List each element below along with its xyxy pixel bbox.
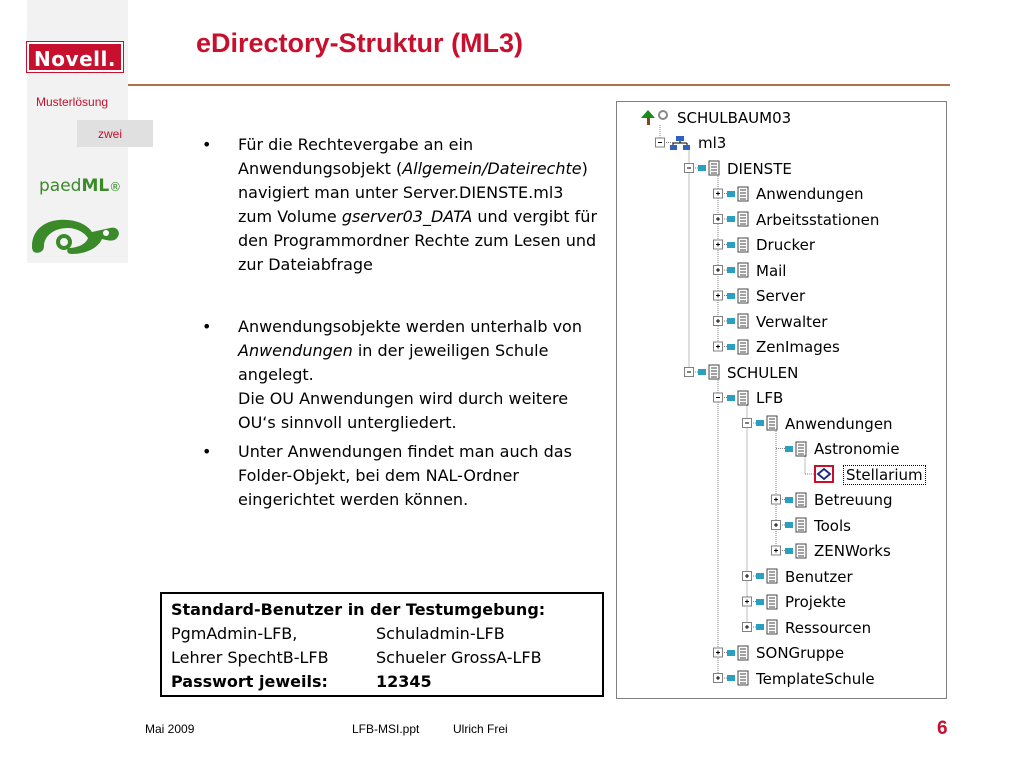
collapse-minus-icon[interactable] [714,393,723,402]
slide-title: eDirectory-Struktur (ML3) [196,28,524,58]
footer-date: Mai 2009 [145,722,195,736]
paedml-suffix: ML [81,176,110,196]
bullet-dot-icon: • [202,317,212,336]
tree-node-label: ZenImages [756,338,840,356]
tree-node[interactable] [726,312,827,331]
collapse-minus-icon[interactable] [685,164,694,173]
expand-plus-icon[interactable] [772,495,781,504]
expand-plus-icon[interactable] [714,240,723,249]
password-row: Passwort jeweils: 12345 [171,672,432,691]
bullet-item: • Für die Rechtevergabe an ein Anwendungsobjekt (Allgemein/Dateirechte) navigiert man unter Server.DIENSTE.ml3 zum Volume gserver03_DATA und vergibt für den Programmordner Rechte zum Lesen und zur Dateiabfrage [202,135,598,274]
expand-plus-icon[interactable] [714,648,723,657]
title-divider [128,84,950,86]
tree-node[interactable] [755,593,846,612]
tree-node[interactable] [784,440,900,459]
tree-node[interactable] [755,618,871,637]
expand-plus-icon[interactable] [743,597,752,606]
tree-node[interactable] [784,491,893,510]
edirectory-tree-view[interactable] [616,101,947,699]
tree-node-label: DIENSTE [727,159,792,178]
tree-node[interactable] [726,210,879,229]
bullet-dot-icon: • [202,135,212,154]
bullet-list [198,133,598,512]
tree-node-label: Projekte [785,593,846,611]
tree-node-label: Stellarium [843,465,926,485]
tree-node-label: Drucker [756,236,816,254]
tree-node[interactable] [784,542,891,561]
suse-gecko-icon [28,206,123,260]
tree-node[interactable] [668,134,726,153]
expand-plus-icon[interactable] [714,189,723,198]
expand-plus-icon[interactable] [772,546,781,555]
tree-node-label: Tools [814,516,851,535]
tree-node[interactable] [726,669,875,688]
tree-node-label: Mail [756,261,787,280]
paedml-mark: ® [109,180,122,194]
collapse-minus-icon[interactable] [743,419,752,428]
expand-plus-icon[interactable] [714,342,723,351]
expand-plus-icon[interactable] [714,215,723,224]
tree-node-label: Anwendungen [785,414,893,433]
tree-node-label: Ressourcen [785,618,872,637]
expand-plus-icon[interactable] [743,572,752,581]
tree-node-label: Arbeitsstationen [756,210,880,229]
tree-node[interactable] [755,414,893,433]
footer-author: Ulrich Frei [453,722,508,736]
tree-node-label: Verwalter [756,312,828,331]
expand-plus-icon[interactable] [714,317,723,326]
tree-node[interactable] [726,287,805,306]
tree-node-label: SCHULEN [727,363,799,382]
tree-node[interactable] [726,338,840,357]
tree-node[interactable] [697,159,792,178]
tree-node-label: Betreuung [814,491,893,509]
bullet-item: • Anwendungsobjekte werden unterhalb von Anwendungen in der jeweiligen Schule angelegt. Die OU Anwendungen wird durch weitere OU‘s sinnvoll untergliedert. [202,317,582,432]
credentials-row: PgmAdmin-LFB, Schuladmin-LFB [171,624,505,643]
credentials-box [160,592,604,697]
tree-node[interactable] [726,236,815,255]
credentials-row: Lehrer SpechtB-LFB Schueler GrossA-LFB [171,648,542,667]
bullet-item: • Unter Anwendungen findet man auch das Folder-Objekt, bei dem NAL-Ordner eingerichtet werden können. [202,442,572,509]
tree-node-label: Server [756,287,806,305]
tree-node[interactable] [784,516,851,535]
tree-node-label: ml3 [698,134,727,152]
tree-node-label: Astronomie [814,440,900,458]
tree-node-label: ZENWorks [814,542,891,560]
expand-plus-icon[interactable] [772,521,781,530]
paedml-logo [39,176,121,196]
expand-plus-icon[interactable] [714,266,723,275]
label-zwei: zwei [98,127,123,141]
expand-plus-icon[interactable] [714,674,723,683]
expand-plus-icon[interactable] [743,623,752,632]
tree-node[interactable] [639,108,791,127]
tree-node[interactable] [726,644,844,663]
credentials-heading: Standard-Benutzer in der Testumgebung: [171,600,546,619]
footer-file: LFB-MSI.ppt [352,722,420,736]
tree-node[interactable] [697,363,798,382]
tree-node[interactable] [755,567,853,586]
page-number: 6 [937,718,948,739]
paedml-prefix: paed [39,176,82,196]
bullet-dot-icon: • [202,442,212,461]
tree-node[interactable] [726,261,786,280]
tree-node-label: LFB [756,389,784,407]
tree-node-label: Anwendungen [756,185,864,203]
tree-node-label: Benutzer [785,567,853,586]
expand-plus-icon[interactable] [714,291,723,300]
tree-node-label: TemplateSchule [756,669,875,688]
tree-node[interactable] [813,465,926,484]
tree-node[interactable] [726,389,783,408]
collapse-minus-icon[interactable] [685,368,694,377]
label-musterloesung: Musterlösung [36,95,109,109]
collapse-minus-icon[interactable] [656,138,665,147]
tree-node-label: SCHULBAUM03 [677,108,792,127]
tree-node-label: SONGruppe [756,644,845,662]
novell-logo: Novell. [27,42,123,72]
tree-node[interactable] [726,185,864,204]
